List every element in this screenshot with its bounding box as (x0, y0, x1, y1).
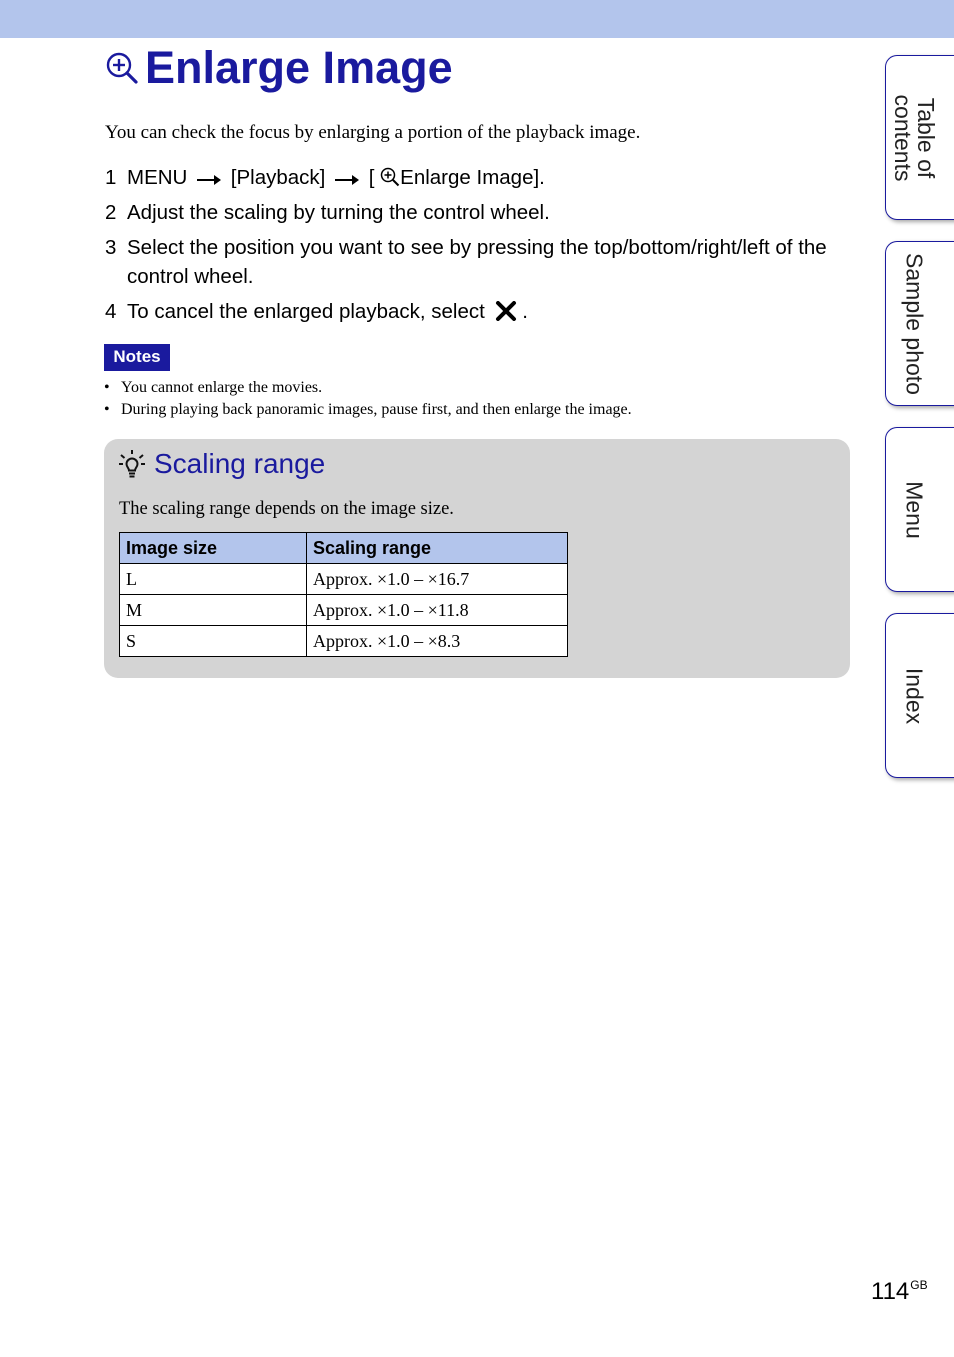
step-number: 2 (105, 201, 117, 224)
step-3 (105, 233, 855, 291)
page-number (871, 1278, 928, 1306)
scaling-table (119, 532, 568, 657)
side-tab-label: Sample photo (901, 252, 928, 395)
zoom-in-icon (105, 51, 139, 85)
bracket-open: [ (368, 166, 375, 189)
step-list (105, 163, 855, 332)
step-1 (105, 163, 855, 192)
hint-text: The scaling range depends on the image size. (119, 499, 454, 519)
step-number: 4 (105, 300, 117, 323)
table-cell: M (120, 595, 307, 626)
table-cell: S (120, 626, 307, 657)
zoom-in-icon (380, 167, 400, 187)
title-row (105, 40, 453, 96)
table-header-cell: Image size (120, 533, 307, 564)
table-row (120, 595, 568, 626)
playback-label: [Playback] (230, 166, 326, 189)
arrow-right-icon (334, 173, 360, 187)
side-tab-label: Index (901, 667, 928, 724)
step-text-end: . (522, 300, 528, 323)
enlarge-image-label: Enlarge Image]. (400, 166, 545, 189)
table-cell: L (120, 564, 307, 595)
side-tab-label-line: contents (890, 94, 916, 181)
notes-list (104, 377, 632, 421)
side-tab-label-line: Table of (913, 97, 939, 178)
step-number: 3 (105, 236, 117, 259)
step-text: To cancel the enlarged playback, select (127, 300, 485, 323)
page-title: Enlarge Image (145, 42, 453, 93)
page-number-value: 114 (871, 1278, 910, 1305)
page-number-suffix: GB (910, 1278, 928, 1292)
step-text: Select the position you want to see by pressing the top/bottom/right/left of the control wheel. (127, 236, 827, 288)
hint-title: Scaling range (154, 448, 326, 479)
side-tab-table-of-contents[interactable] (885, 55, 954, 220)
side-tab-label (891, 94, 937, 181)
notes-badge: Notes (104, 344, 170, 371)
lightbulb-icon (118, 449, 146, 479)
table-header-cell: Scaling range (307, 533, 568, 564)
list-item: • You cannot enlarge the movies. (104, 377, 632, 399)
step-2 (105, 198, 855, 227)
side-tab-menu[interactable] (885, 427, 954, 592)
table-cell: Approx. ×1.0 – ×8.3 (307, 626, 568, 657)
header-bar (0, 0, 954, 38)
table-header-row (120, 533, 568, 564)
step-number: 1 (105, 166, 117, 189)
intro-text: You can check the focus by enlarging a portion of the playback image. (105, 122, 641, 143)
side-tab-index[interactable] (885, 613, 954, 778)
close-icon (495, 301, 517, 321)
table-cell: Approx. ×1.0 – ×11.8 (307, 595, 568, 626)
step-text: Adjust the scaling by turning the control wheel. (127, 201, 550, 224)
list-item: • During playing back panoramic images, pause first, and then enlarge the image. (104, 399, 632, 421)
menu-label: MENU (127, 166, 188, 189)
side-tab-sample-photo[interactable] (885, 241, 954, 406)
table-row (120, 564, 568, 595)
hint-title-row (118, 447, 325, 481)
table-row (120, 626, 568, 657)
side-tab-label: Menu (901, 480, 928, 539)
hint-box (104, 439, 850, 678)
table-cell: Approx. ×1.0 – ×16.7 (307, 564, 568, 595)
arrow-right-icon (196, 173, 222, 187)
step-4 (105, 297, 855, 326)
